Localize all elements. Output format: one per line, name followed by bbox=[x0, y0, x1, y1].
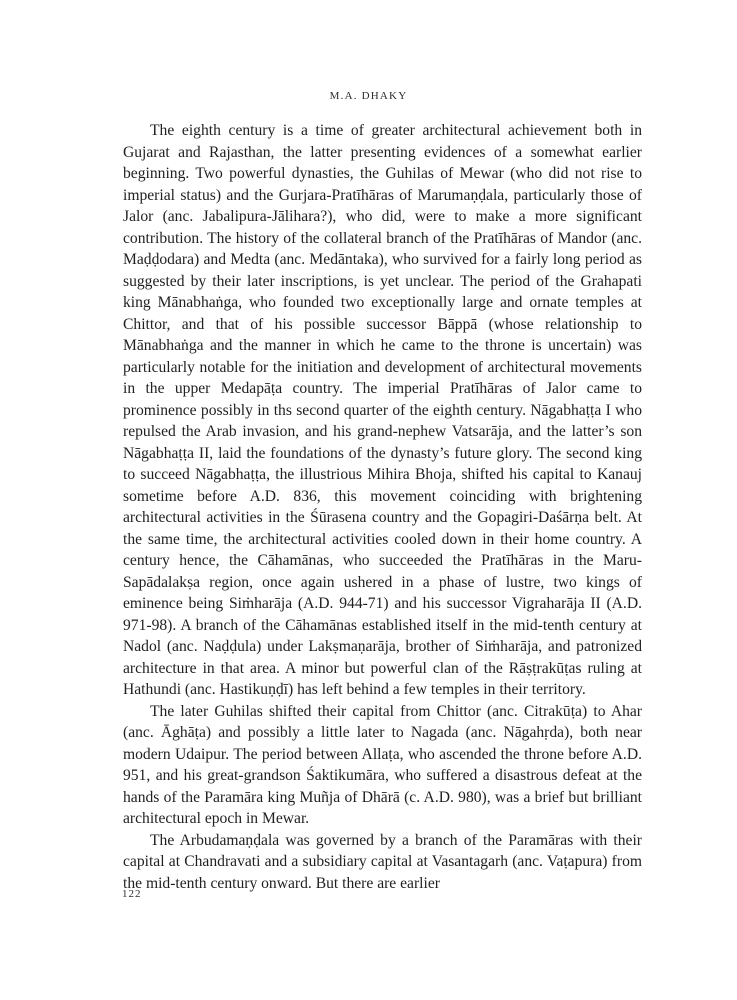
page-number: 122 bbox=[122, 888, 142, 900]
paragraph-2: The later Guhilas shifted their capital from Chittor (anc. Citrakūṭa) to Ahar (anc. Āghāṭa) and possibly a little later to Nagada (anc. Nāgahṛda), both near modern Udaipur. The period between Allaṭa, who ascended the throne before A.D. 951, and his great-grandson Śaktikumāra, who suffered a disastrous defeat at the hands of the Paramāra king Muñja of Dhārā (c. A.D. 980), was a brief but brilliant architectural epoch in Mewar. bbox=[123, 702, 642, 827]
running-head: M.A. DHAKY bbox=[329, 90, 408, 102]
body-text bbox=[123, 120, 642, 894]
paragraph-1: The eighth century is a time of greater architectural achievement both in Gujarat and Rajasthan, the latter presenting evidences of a somewhat earlier beginning. Two powerful dynasties, the Guhilas of Mewar (who did not rise to imperial status) and the Gurjara-Pratīhāras of Marumaṇḍala, particularly those of Jalor (anc. Jabalipura-Jālihara?), who did, were to make a more significant contribution. The history of the collateral branch of the Pratīhāras of Mandor (anc. Maḍḍodara) and Medta (anc. Medāntaka), who survived for a fairly long period as suggested by their later inscriptions, is yet unclear. The period of the Grahapati king Mānabhaṅga, who founded two exceptionally large and ornate temples at Chittor, and that of his possible successor Bāppā (whose relationship to Mānabhaṅga and the manner in which he came to the throne is uncertain) was particularly notable for the initiation and development of architectural movements in the upper Medapāṭa country. The imperial Pratīhāras of Jalor came to prominence possibly in ths second quarter of the eighth century. Nāgabhaṭṭa I who repulsed the Arab invasion, and his grand-nephew Vatsarāja, and the latter’s son Nāgabhaṭṭa II, laid the foundations of the dynasty’s future glory. The second king to succeed Nāgabhaṭṭa, the illustrious Mihira Bhoja, shifted his capital to Kanauj sometime before A.D. 836, this movement coinciding with brightening architectural activities in the Śūrasena country and the Gopagiri-Daśārṇa belt. At the same time, the architectural activities cooled down in their home country. A century hence, the Cāhamānas, who succeeded the Pratīhāras in the Maru-Sapādalakṣa region, once again ushered in a phase of lustre, two kings of eminence being Siṁharāja (A.D. 944-71) and his successor Vigraharāja II (A.D. 971-98). A branch of the Cāhamānas established itself in the mid-tenth century at Nadol (anc. Naḍḍula) under Lakṣmaṇarāja, brother of Siṁharāja, and patronized architecture in that area. A minor but powerful clan of the Rāṣṭrakūṭas ruling at Hathundi (anc. Hastikuṇḍī) has left behind a few temples in their territory. bbox=[123, 122, 642, 698]
paragraph-3: The Arbudamaṇḍala was governed by a branch of the Paramāras with their capital at Chandravati and a subsidiary capital at Vasantagarh (anc. Vaṭapura) from the mid-tenth century onward. But there are earlier bbox=[123, 831, 642, 892]
